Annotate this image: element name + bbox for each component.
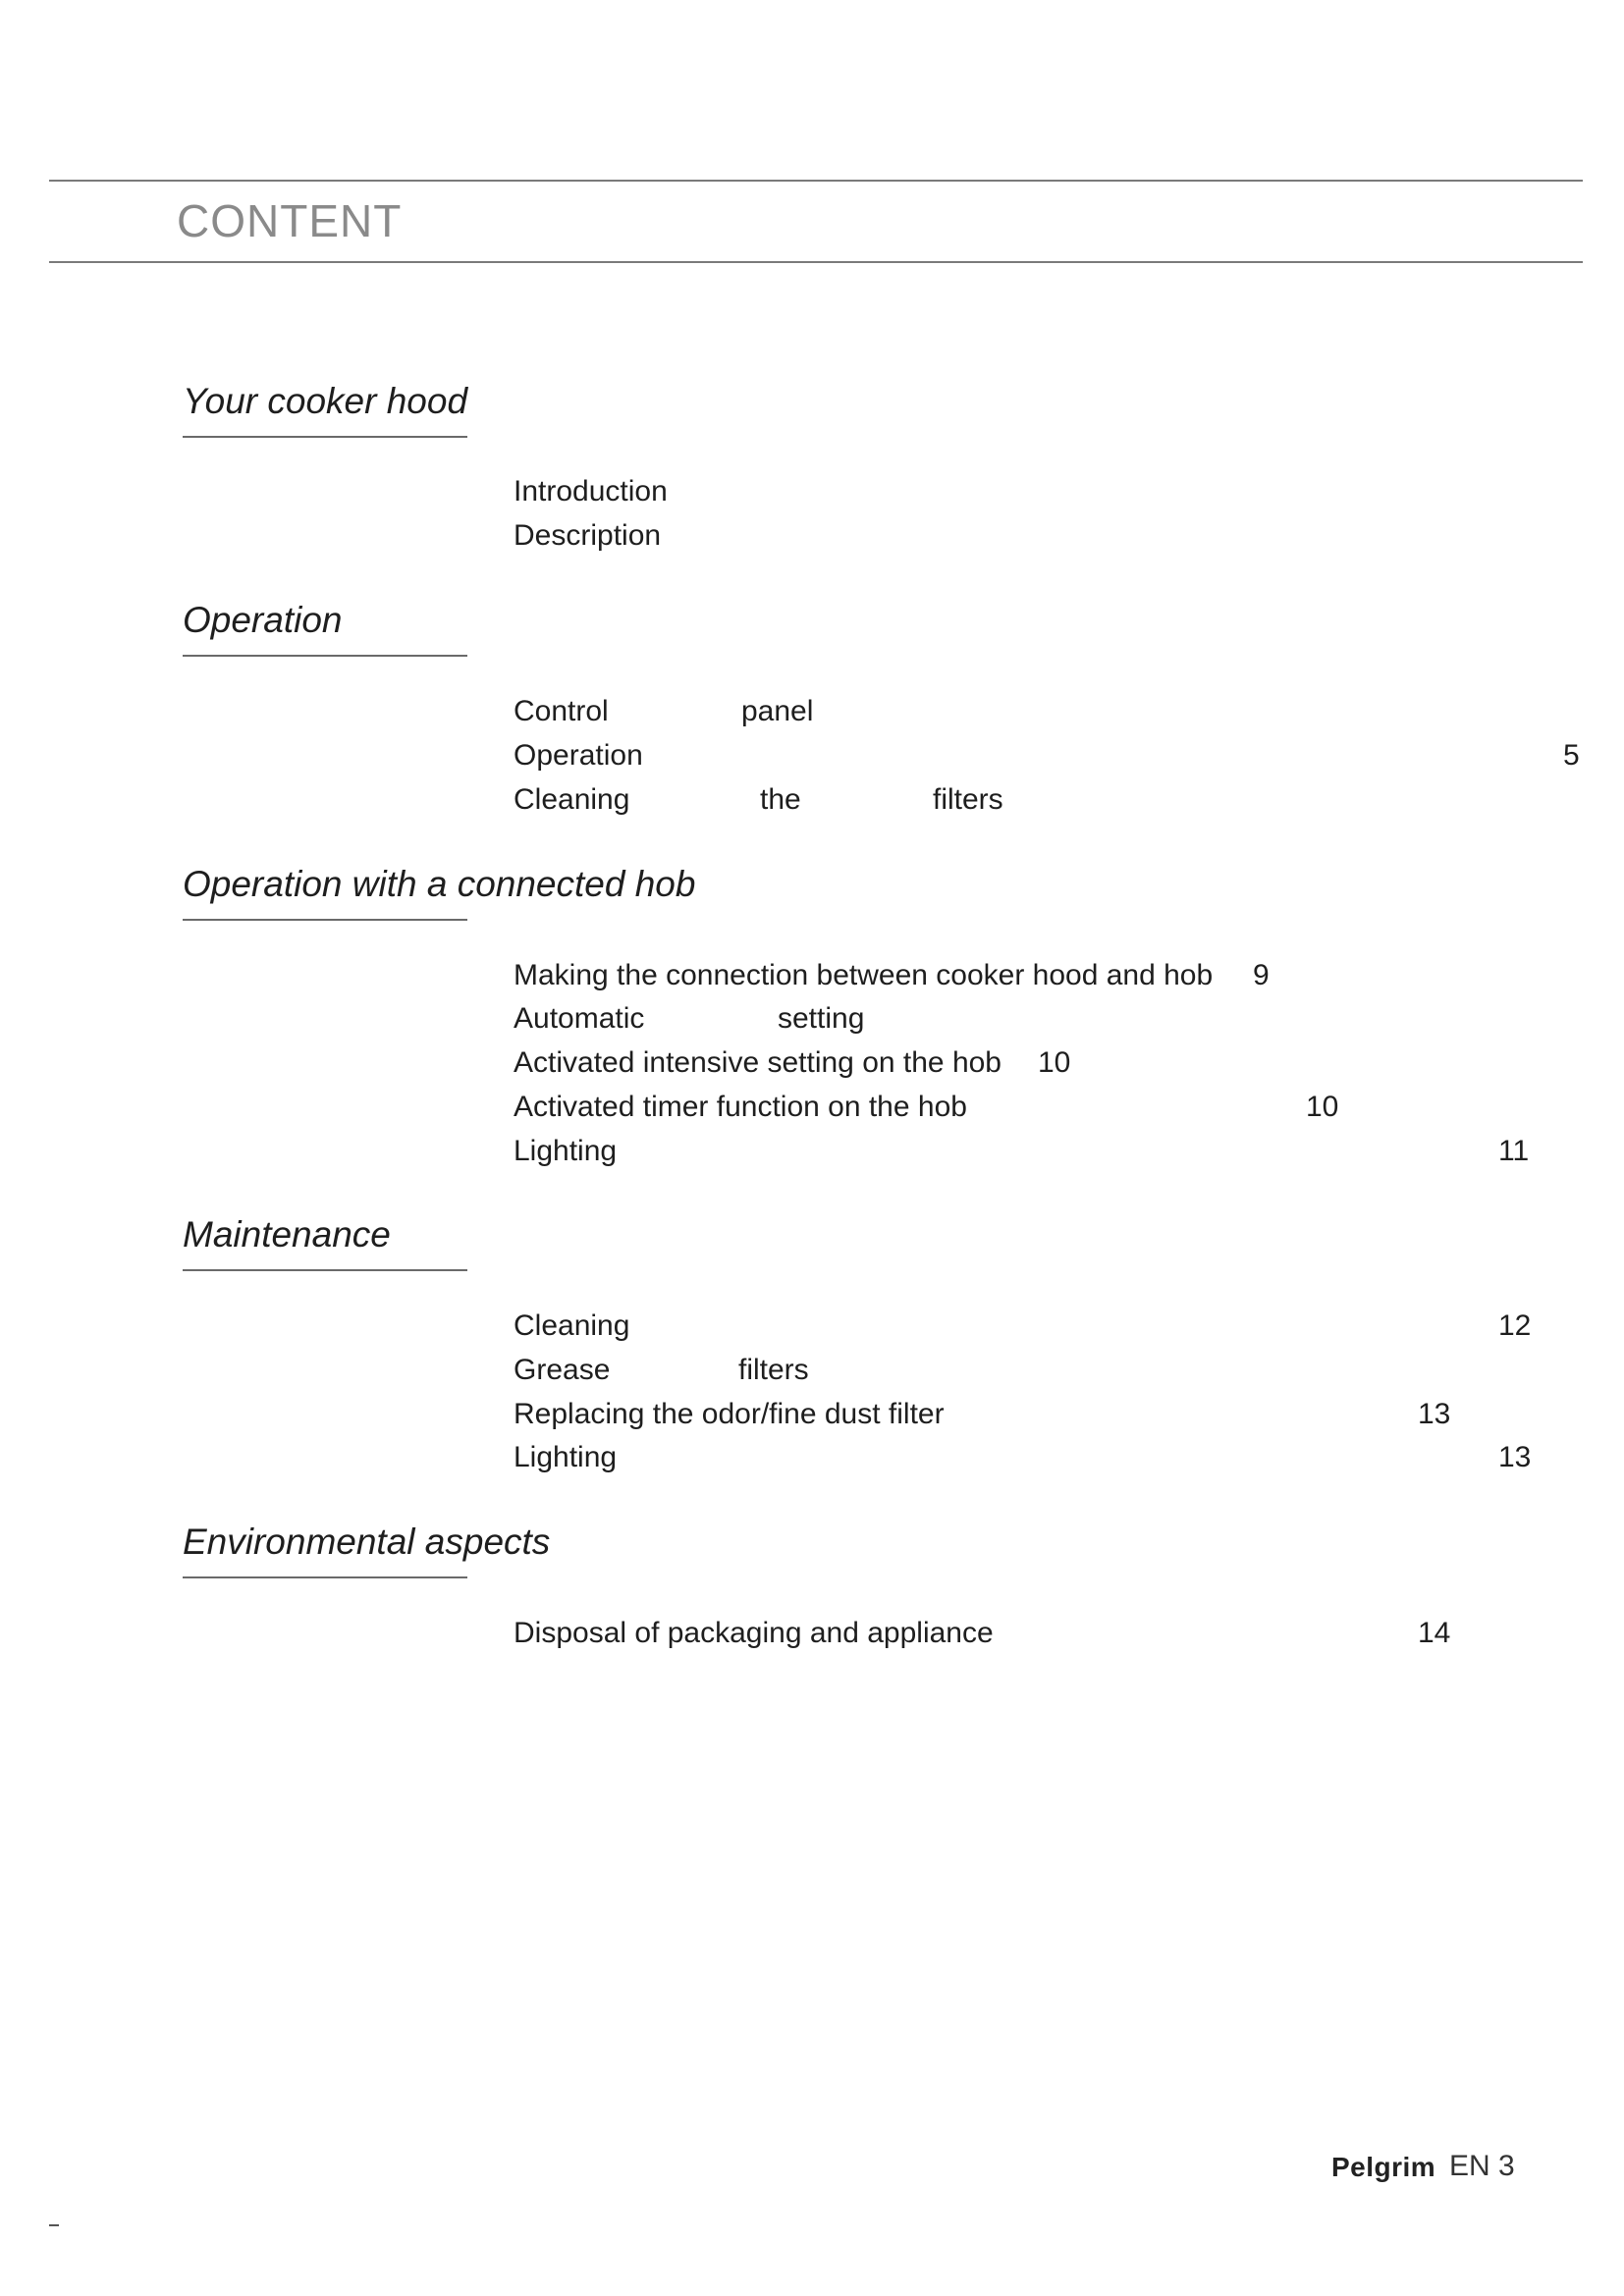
page-title: CONTENT — [177, 195, 403, 246]
page-number: EN 3 — [1449, 2150, 1515, 2182]
section-underline — [183, 436, 467, 438]
toc-entry-cleaning-filters-word-3[interactable]: filters — [933, 783, 1003, 816]
toc-entry-automatic-setting-word-2[interactable]: setting — [778, 1002, 865, 1035]
toc-entry-disposal[interactable]: Disposal of packaging and appliance — [514, 1617, 994, 1649]
toc-page-number: 13 — [1498, 1441, 1532, 1473]
toc-page-number: 12 — [1498, 1309, 1532, 1342]
toc-page-number: 13 — [1418, 1398, 1451, 1430]
section-underline — [183, 655, 467, 657]
toc-entry-control-panel-word-2[interactable]: panel — [741, 695, 814, 727]
toc-entry-intensive-setting[interactable]: Activated intensive setting on the hob — [514, 1046, 1001, 1079]
section-title-operation-with-hob: Operation with a connected hob — [183, 864, 696, 904]
brand-logo: Pelgrim — [1331, 2152, 1436, 2182]
toc-entry-replacing-filter[interactable]: Replacing the odor/fine dust filter — [514, 1398, 945, 1430]
toc-page-number: 11 — [1498, 1135, 1530, 1167]
toc-entry-grease-filters-word-1[interactable]: Grease — [514, 1354, 611, 1386]
section-title-maintenance: Maintenance — [183, 1214, 391, 1255]
toc-entry-cleaning-filters-word-2[interactable]: the — [760, 783, 801, 816]
toc-entry-description[interactable]: Description — [514, 519, 662, 552]
toc-entry-making-connection[interactable]: Making the connection between cooker hood and hob — [514, 959, 1214, 991]
header-bottom-rule — [49, 261, 1583, 263]
toc-entry-timer-function[interactable]: Activated timer function on the hob — [514, 1091, 967, 1123]
toc-entry-grease-filters-word-2[interactable]: filters — [738, 1354, 809, 1386]
toc-entry-lighting-maintenance[interactable]: Lighting — [514, 1441, 618, 1473]
toc-entry-cleaning-filters-word-1[interactable]: Cleaning — [514, 783, 630, 816]
margin-mark — [49, 2224, 59, 2226]
section-title-operation: Operation — [183, 600, 343, 640]
section-title-environmental: Environmental aspects — [183, 1522, 551, 1562]
toc-page-number: 10 — [1038, 1046, 1071, 1079]
toc-page-number: 5 — [1563, 739, 1580, 772]
toc-entry-cleaning[interactable]: Cleaning — [514, 1309, 630, 1342]
toc-page-number: 10 — [1306, 1091, 1339, 1123]
section-underline — [183, 1269, 467, 1271]
toc-entry-control-panel-word-1[interactable]: Control — [514, 695, 609, 727]
toc-entry-operation[interactable]: Operation — [514, 739, 643, 772]
section-title-your-cooker-hood: Your cooker hood — [183, 381, 468, 421]
header-top-rule — [49, 180, 1583, 182]
toc-entry-lighting[interactable]: Lighting — [514, 1135, 618, 1167]
section-underline — [183, 919, 467, 921]
toc-page-number: 9 — [1253, 959, 1270, 991]
section-underline — [183, 1576, 467, 1578]
toc-page-number: 14 — [1418, 1617, 1451, 1649]
toc-entry-automatic-setting-word-1[interactable]: Automatic — [514, 1002, 645, 1035]
toc-entry-introduction[interactable]: Introduction — [514, 475, 668, 507]
